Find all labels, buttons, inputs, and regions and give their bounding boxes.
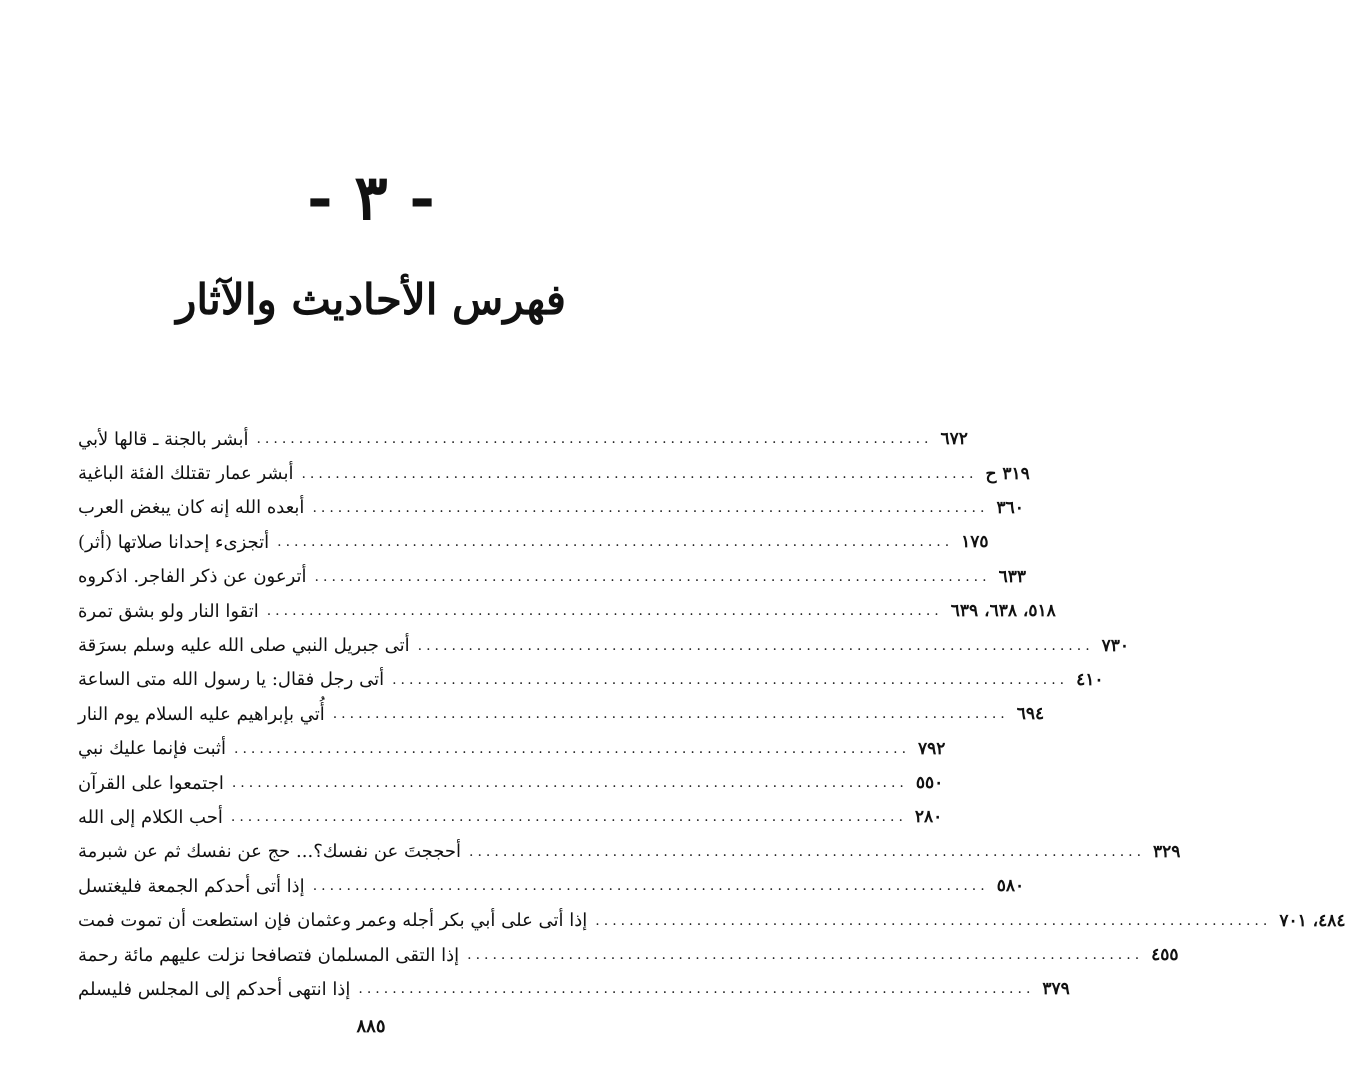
entry-page-ref: ٤٥٥ xyxy=(1151,945,1179,966)
entry-page-ref: ٦٣٣ xyxy=(998,566,1026,587)
entry-page-ref: ٣١٩ ح xyxy=(985,463,1030,484)
dot-leader: ................................................................................ xyxy=(277,534,954,551)
entry-page-ref: ٣٦٠ xyxy=(996,497,1024,518)
dot-leader: ................................................................................ xyxy=(312,878,989,895)
entry-text: أتجزىء إحدانا صلاتها (أثر) xyxy=(78,531,270,553)
index-entry xyxy=(78,594,1056,628)
entry-text: أُتي بإبراهيم عليه السلام يوم النار xyxy=(78,703,325,725)
index-entry xyxy=(78,732,946,766)
entry-text: أثبت فإنما عليك نبي xyxy=(78,738,227,760)
index-entry xyxy=(78,835,1181,869)
index-entry xyxy=(78,766,944,800)
dot-leader: ................................................................................ xyxy=(469,843,1146,860)
entry-text: أحججتَ عن نفسك؟... حج عن نفسك ثم عن شبرمة xyxy=(78,841,462,863)
page-number: ٨٨٥ xyxy=(356,1016,386,1037)
entry-text: أحب الكلام إلى الله xyxy=(78,806,223,828)
entry-page-ref: ١٧٥ xyxy=(961,532,989,553)
entry-text: اجتمعوا على القرآن xyxy=(78,772,224,794)
index-entry xyxy=(78,663,1104,697)
entry-page-ref: ٤٨٤، ٧٠١ xyxy=(1279,910,1346,931)
dot-leader: ................................................................................ xyxy=(230,809,907,826)
entry-text: أتى جبريل النبي صلى الله عليه وسلم بسرَقة xyxy=(78,635,410,657)
index-entry xyxy=(78,628,1130,662)
entry-page-ref: ٣٢٩ xyxy=(1153,841,1181,862)
dot-leader: ................................................................................ xyxy=(256,431,933,448)
dot-leader: ................................................................................ xyxy=(392,671,1069,688)
dot-leader: ................................................................................ xyxy=(266,603,943,620)
dot-leader: ................................................................................ xyxy=(332,706,1009,723)
entry-text: إذا التقى المسلمان فتصافحا نزلت عليهم مائة رحمة xyxy=(78,944,460,966)
index-entry xyxy=(78,903,1346,937)
index-entry xyxy=(78,491,1024,525)
dot-leader: ................................................................................ xyxy=(301,465,978,482)
entry-page-ref: ٥١٨، ٦٣٨، ٦٣٩ xyxy=(950,601,1056,622)
entry-text: إذا انتهى أحدكم إلى المجلس فليسلم xyxy=(78,978,351,1000)
dot-leader: ................................................................................ xyxy=(314,568,991,585)
index-entry xyxy=(78,697,1045,731)
entry-text: أبعده الله إنه كان يبغض العرب xyxy=(78,497,305,519)
entry-page-ref: ٦٩٤ xyxy=(1016,704,1045,725)
entry-page-ref: ٥٨٠ xyxy=(996,876,1025,897)
entry-text: أتى رجل فقال: يا رسول الله متى الساعة xyxy=(78,669,385,691)
dot-leader: ................................................................................ xyxy=(467,947,1144,964)
entry-page-ref: ٣٧٩ xyxy=(1042,979,1070,1000)
entry-page-ref: ٧٩٢ xyxy=(918,738,946,759)
index-title: فهرس الأحاديث والآثار xyxy=(176,275,566,324)
dot-leader: ................................................................................ xyxy=(234,740,911,757)
dot-leader: ................................................................................ xyxy=(358,981,1035,998)
entry-text: اتقوا النار ولو بشق تمرة xyxy=(78,600,259,622)
index-entries-list xyxy=(78,422,1346,1007)
index-entry xyxy=(78,869,1025,903)
index-entry xyxy=(78,938,1179,972)
dot-leader: ................................................................................ xyxy=(312,499,989,516)
entry-page-ref: ٤١٠ xyxy=(1076,669,1104,690)
dot-leader: ................................................................................ xyxy=(231,775,908,792)
entry-page-ref: ٥٥٠ xyxy=(915,773,944,794)
entry-page-ref: ٧٣٠ xyxy=(1101,635,1130,656)
index-entry xyxy=(78,800,943,834)
entry-text: أبشر عمار تقتلك الفئة الباغية xyxy=(78,463,294,485)
index-entry xyxy=(78,560,1026,594)
index-entry xyxy=(78,422,968,456)
chapter-number: - ٣ - xyxy=(307,161,435,234)
entry-text: أترعون عن ذكر الفاجر. اذكروه xyxy=(78,566,307,588)
entry-page-ref: ٢٨٠ xyxy=(914,807,943,828)
index-entry xyxy=(78,972,1070,1006)
index-entry xyxy=(78,525,989,559)
entry-text: إذا أتى على أبي بكر أجله وعمر وعثمان فإن استطعت أن تموت فمت xyxy=(78,910,588,932)
entry-page-ref: ٦٧٢ xyxy=(940,429,968,450)
dot-leader: ................................................................................ xyxy=(417,637,1094,654)
entry-text: أبشر بالجنة ـ قالها لأبي xyxy=(78,428,249,450)
entry-text: إذا أتى أحدكم الجمعة فليغتسل xyxy=(78,875,305,897)
index-entry xyxy=(78,456,1030,490)
dot-leader: ................................................................................ xyxy=(595,912,1272,929)
